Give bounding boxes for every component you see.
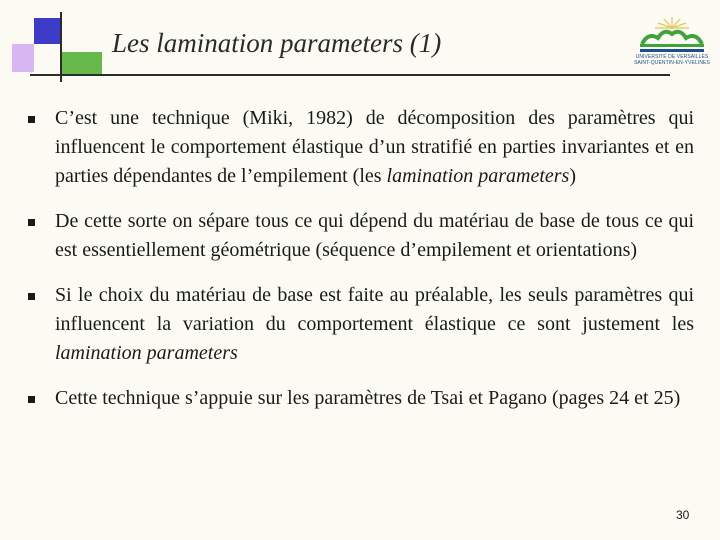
bullet-text-part: Si le choix du matériau de base est faite au préalable, les seuls paramètres qui influencent la variation du comportement élastique ce sont justement les	[55, 284, 694, 335]
bullet-item	[26, 281, 694, 368]
university-logo	[634, 14, 710, 68]
bullet-text-part: C’est une technique (Miki, 1982) de décomposition des paramètres qui influencent le comportement élastique d’un stratifié en parties invariantes et en parties dépendantes de l’empilement (les	[55, 107, 694, 187]
logo-emblem-icon	[634, 14, 710, 54]
decor-square-blue	[34, 18, 60, 44]
bullet-item	[26, 104, 694, 191]
logo-text-line1: UNIVERSITÉ DE VERSAILLES	[635, 54, 709, 60]
bullet-square-icon	[28, 293, 35, 300]
slide-title: Les lamination parameters (1)	[112, 28, 442, 58]
title-underline	[30, 74, 670, 76]
bullet-square-icon	[28, 396, 35, 403]
bullet-text-italic: lamination parameters	[55, 342, 238, 364]
page-number: 30	[676, 508, 690, 522]
bullet-square-icon	[28, 116, 35, 123]
bullet-text	[55, 281, 694, 368]
bullet-text	[55, 207, 694, 265]
logo-text-line2: SAINT-QUENTIN-EN-YVELINES	[634, 60, 710, 66]
bullet-text-part: De cette sorte on sépare tous ce qui dépend du matériau de base de tous ce qui est essentiellement géométrique (séquence d’empilement et orientations)	[55, 210, 694, 261]
decor-square-lilac	[12, 44, 34, 72]
bullet-square-icon	[28, 219, 35, 226]
bullet-text-part: )	[569, 165, 576, 187]
bullet-item	[26, 207, 694, 265]
bullet-text-part: Cette technique s’appuie sur les paramètres de Tsai et Pagano (pages 24 et 25)	[55, 387, 681, 409]
bullet-list	[26, 104, 694, 429]
bullet-text-italic: lamination parameters	[386, 165, 570, 187]
decor-square-green	[62, 52, 102, 74]
bullet-text	[55, 384, 694, 413]
bullet-text	[55, 104, 694, 191]
decor-vertical-line	[60, 12, 62, 82]
bullet-item	[26, 384, 694, 413]
